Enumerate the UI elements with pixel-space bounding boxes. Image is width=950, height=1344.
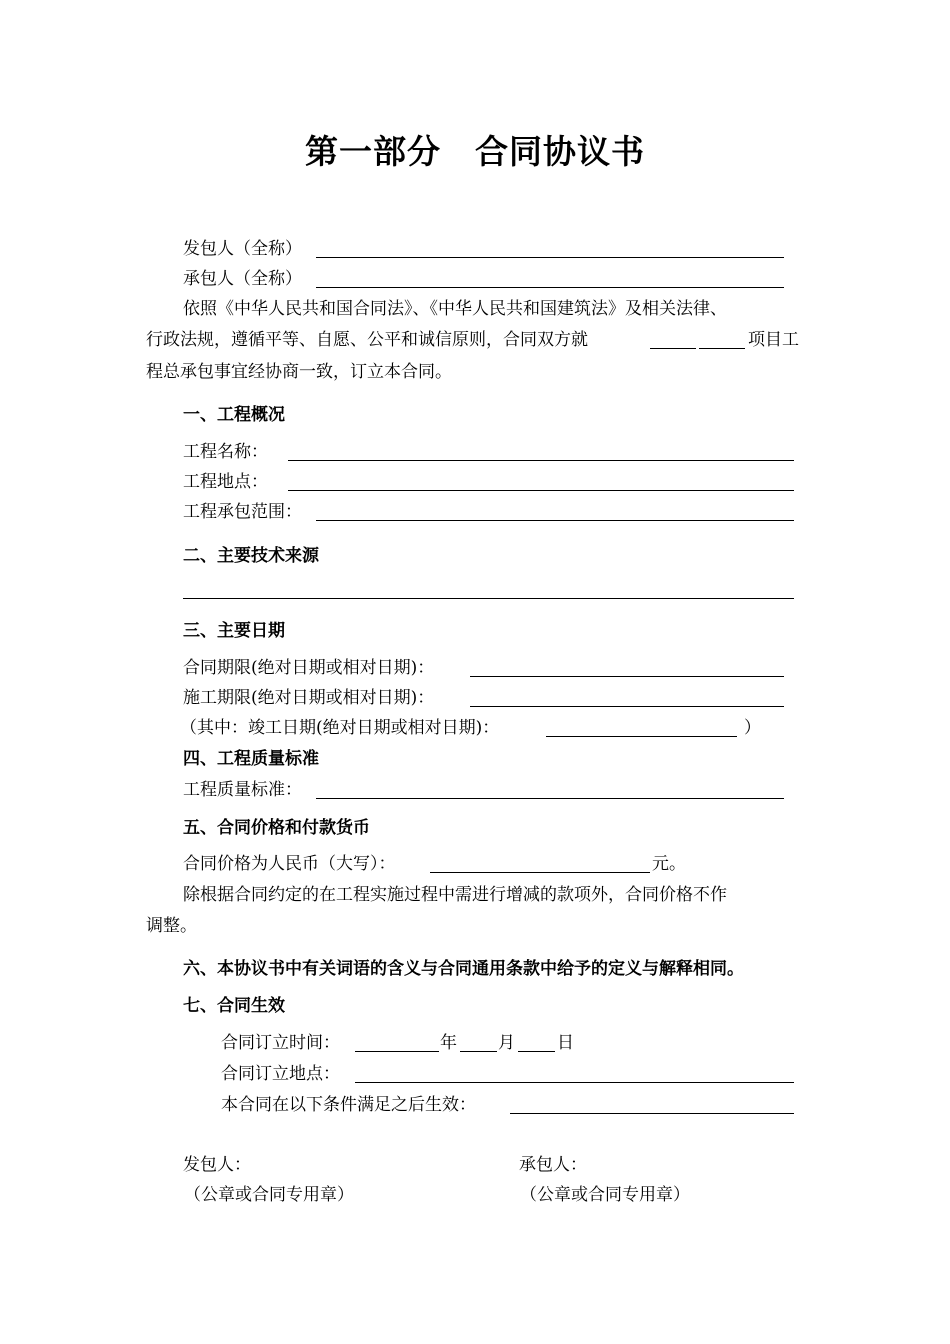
completion-date-label: （其中：竣工日期(绝对日期或相对日期)： <box>180 718 500 738</box>
effective-condition-field-c[interactable] <box>709 1113 794 1114</box>
contract-price-label: 合同价格为人民币（大写）： <box>183 854 396 874</box>
construction-period-label: 施工期限(绝对日期或相对日期)： <box>183 688 435 708</box>
effective-condition-field-b[interactable] <box>623 1113 709 1114</box>
technical-source-field[interactable] <box>183 598 794 599</box>
sign-year-field[interactable] <box>355 1051 439 1052</box>
preamble-line-2-tail: 项目工 <box>748 330 799 350</box>
contract-period-label: 合同期限(绝对日期或相对日期)： <box>183 658 435 678</box>
completion-date-close: ） <box>744 718 761 738</box>
employer-seal-label: （公章或合同专用章） <box>184 1185 354 1205</box>
project-name-label: 工程名称： <box>183 442 268 462</box>
price-adjust-line-1: 除根据合同约定的在工程实施过程中需进行增减的款项外，合同价格不作 <box>183 885 727 905</box>
sign-time-label: 合同订立时间： <box>221 1033 340 1053</box>
contractor-seal-label: （公章或合同专用章） <box>520 1185 690 1205</box>
month-label: 月 <box>498 1033 515 1053</box>
preamble-line-1: 依照《中华人民共和国合同法》、《中华人民共和国建筑法》及相关法律、 <box>183 299 727 319</box>
year-label: 年 <box>440 1033 457 1053</box>
page-title: 第一部分 合同协议书 <box>305 132 645 171</box>
contract-price-unit: 元。 <box>652 854 686 874</box>
preamble-line-2: 行政法规，遵循平等、自愿、公平和诚信原则，合同双方就 <box>146 330 588 350</box>
employer-signature-label: 发包人： <box>183 1155 251 1175</box>
contract-scope-field[interactable] <box>316 520 794 521</box>
project-location-field[interactable] <box>288 490 794 491</box>
section-4-heading: 四、工程质量标准 <box>183 749 319 769</box>
project-location-label: 工程地点： <box>183 472 268 492</box>
employer-full-name-label: 发包人（全称） <box>183 239 302 259</box>
contract-period-field[interactable] <box>470 676 784 677</box>
contract-scope-label: 工程承包范围： <box>183 502 302 522</box>
project-name-field[interactable] <box>288 460 794 461</box>
effective-condition-field-a[interactable] <box>510 1113 623 1114</box>
preamble-line-3: 程总承包事宜经协商一致，订立本合同。 <box>146 362 452 382</box>
section-6-heading: 六、本协议书中有关词语的含义与合同通用条款中给予的定义与解释相同。 <box>183 959 744 979</box>
completion-date-field[interactable] <box>546 736 737 737</box>
employer-full-name-blank[interactable] <box>316 257 784 258</box>
construction-period-field[interactable] <box>470 706 784 707</box>
quality-standard-label: 工程质量标准： <box>183 780 302 800</box>
project-name-blank-a[interactable] <box>650 348 696 349</box>
effective-condition-label: 本合同在以下条件满足之后生效： <box>221 1095 476 1115</box>
quality-standard-field[interactable] <box>316 798 784 799</box>
sign-day-field[interactable] <box>518 1051 555 1052</box>
sign-place-field[interactable] <box>355 1082 794 1083</box>
section-5-heading: 五、合同价格和付款货币 <box>183 818 370 838</box>
sign-place-label: 合同订立地点： <box>221 1064 340 1084</box>
section-3-heading: 三、主要日期 <box>183 621 285 641</box>
project-name-blank-b[interactable] <box>699 348 745 349</box>
price-adjust-line-2: 调整。 <box>146 916 197 936</box>
section-1-heading: 一、工程概况 <box>183 405 285 425</box>
sign-month-field[interactable] <box>460 1051 497 1052</box>
contract-price-field[interactable] <box>430 872 650 873</box>
contractor-signature-label: 承包人： <box>519 1155 587 1175</box>
section-2-heading: 二、主要技术来源 <box>183 546 319 566</box>
day-label: 日 <box>557 1033 574 1053</box>
section-7-heading: 七、合同生效 <box>183 996 285 1016</box>
contractor-full-name-label: 承包人（全称） <box>183 269 302 289</box>
contractor-full-name-blank[interactable] <box>316 287 784 288</box>
